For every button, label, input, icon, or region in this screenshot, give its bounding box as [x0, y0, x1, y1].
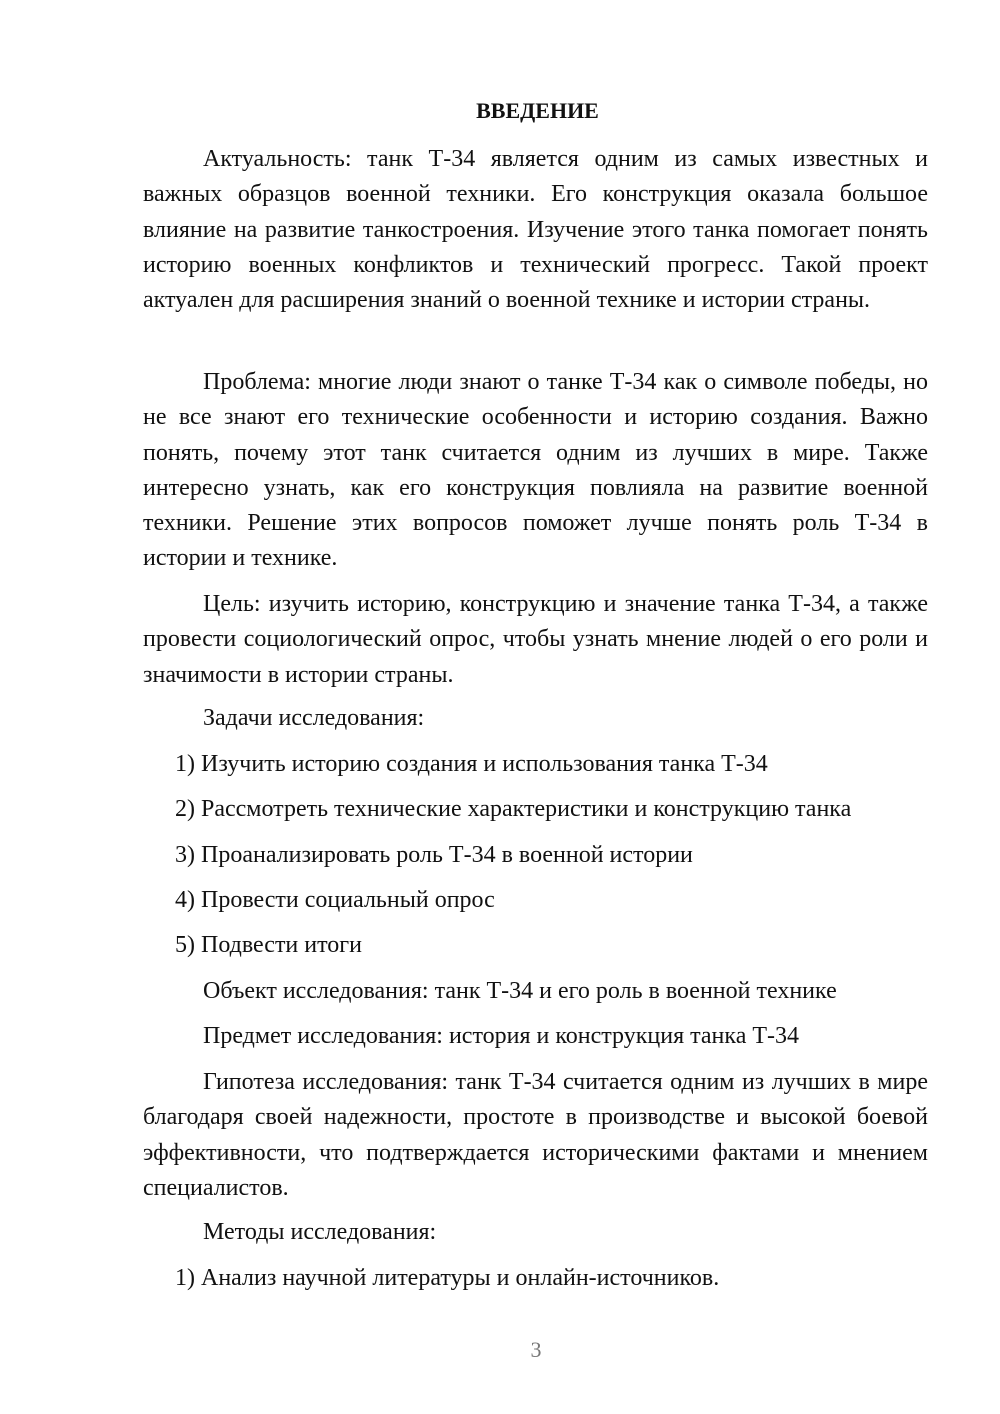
section-heading: ВВЕДЕНИЕ [476, 98, 599, 123]
task-item-4: 4) Провести социальный опрос [175, 887, 495, 913]
research-object: Объект исследования: танк Т-34 и его роль в военной технике [203, 978, 837, 1004]
task-item-3: 3) Проанализировать роль Т-34 в военной истории [175, 842, 693, 868]
page-number: 3 [530, 1337, 542, 1362]
methods-heading: Методы исследования: [203, 1219, 437, 1245]
task-item-2: 2) Рассмотреть технические характеристики и конструкцию танка [175, 796, 852, 822]
research-subject: Предмет исследования: история и конструкция танка Т-34 [203, 1023, 800, 1049]
task-item-5: 5) Подвести итоги [175, 932, 362, 958]
method-item-1: 1) Анализ научной литературы и онлайн-источников. [175, 1265, 720, 1291]
goal-paragraph: Цель: изучить историю, конструкцию и значение танка Т-34, а также провести социологический опрос, чтобы узнать мнение людей о его роли и значимости в истории страны. [143, 591, 928, 688]
relevance-paragraph: Актуальность: танк Т-34 является одним из самых известных и важных образцов военной техники. Его конструкция оказала большое влияние на развитие танкостроения. Изучение этого танка помогает понять историю военных конфликтов и технический прогресс. Такой проект актуален для расширения знаний о военной технике и истории страны. [143, 146, 928, 314]
problem-paragraph: Проблема: многие люди знают о танке Т-34 как о символе победы, но не все знают его технические особенности и историю создания. Важно понять, почему этот танк считается одним из лучших в мире. Также интересно узнать, как его конструкция повлияла на развитие военной техники. Решение этих вопросов поможет лучше понять роль Т-34 в истории и технике. [143, 369, 928, 572]
hypothesis-paragraph: Гипотеза исследования: танк Т-34 считается одним из лучших в мире благодаря своей надежности, простоте в производстве и высокой боевой эффективности, что подтверждается историческими фактами и мнением специалистов. [143, 1069, 928, 1201]
tasks-heading: Задачи исследования: [203, 705, 425, 731]
task-item-1: 1) Изучить историю создания и использования танка Т-34 [175, 751, 768, 777]
